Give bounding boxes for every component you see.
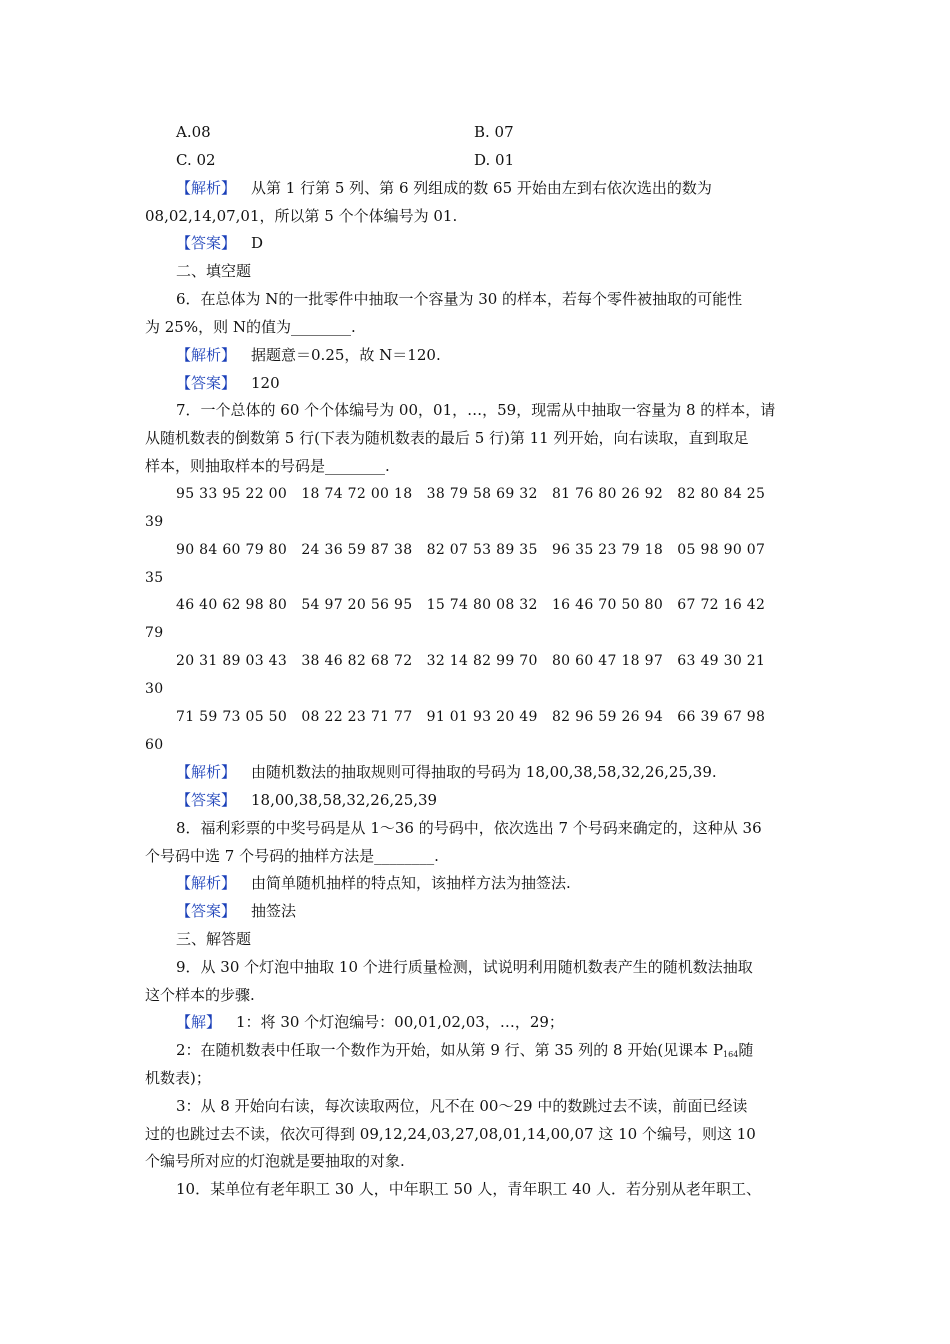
answer-line bbox=[176, 790, 437, 810]
random-table-row-wrap: 60 bbox=[145, 737, 164, 753]
option-b: B. 07 bbox=[474, 123, 514, 141]
answer-tag: 【答案】 bbox=[176, 374, 237, 392]
random-table-row: 20 31 89 03 43 38 46 82 68 72 32 14 82 99 70 80 60 47 18 97 63 49 30 21 bbox=[176, 653, 766, 669]
question-text: 9．从 30 个灯泡中抽取 10 个进行质量检测，试说明利用随机数表产生的随机数法抽取 bbox=[176, 958, 753, 976]
analysis-line bbox=[176, 345, 441, 365]
question-text-cont: 样本，则抽取样本的号码是________. bbox=[145, 457, 390, 475]
random-table-row-wrap: 30 bbox=[145, 681, 164, 697]
analysis-text: 据题意＝0.25，故 N＝120. bbox=[251, 346, 441, 364]
question-text: 7．一个总体的 60 个个体编号为 00，01，…，59，现需从中抽取一容量为 8 的样本，请 bbox=[176, 401, 776, 419]
answer-text: 18,00,38,58,32,26,25,39 bbox=[251, 791, 438, 809]
question-text: 8．福利彩票的中奖号码是从 1～36 的号码中，依次选出 7 个号码来确定的，这种从 36 bbox=[176, 819, 762, 837]
analysis-line bbox=[176, 178, 712, 198]
solution-line bbox=[176, 1012, 564, 1032]
random-table-row-wrap: 35 bbox=[145, 570, 164, 586]
solution-step-cont: 机数表)； bbox=[145, 1069, 211, 1087]
solution-step-cont: 个编号所对应的灯泡就是要抽取的对象. bbox=[145, 1152, 405, 1170]
analysis-tag: 【解析】 bbox=[176, 874, 237, 892]
solution-tag: 【解】 bbox=[176, 1013, 222, 1031]
analysis-tag: 【解析】 bbox=[176, 763, 237, 781]
solution-step: 1：将 30 个灯泡编号：00,01,02,03，…，29； bbox=[236, 1013, 564, 1031]
answer-text: 抽签法 bbox=[251, 902, 297, 920]
answer-text: D bbox=[251, 234, 264, 252]
question-text-cont: 为 25%，则 N的值为________. bbox=[145, 318, 356, 336]
answer-tag: 【答案】 bbox=[176, 791, 237, 809]
analysis-text-cont: 08,02,14,07,01，所以第 5 个个体编号为 01. bbox=[145, 207, 458, 225]
solution-step: 2：在随机数表中任取一个数作为开始，如从第 9 行、第 35 列的 8 开始(见课本 P bbox=[176, 1041, 724, 1059]
page-subscript: 164 bbox=[723, 1050, 739, 1059]
solution-step: 3：从 8 开始向右读，每次读取两位，凡不在 00～29 中的数跳过去不读，前面已经读 bbox=[176, 1097, 748, 1115]
answer-line bbox=[176, 901, 296, 921]
random-table-row: 46 40 62 98 80 54 97 20 56 95 15 74 80 08 32 16 46 70 50 80 67 72 16 42 bbox=[176, 597, 766, 613]
analysis-tag: 【解析】 bbox=[176, 346, 237, 364]
question-text-cont: 从随机数表的倒数第 5 行(下表为随机数表的最后 5 行)第 11 列开始，向右读取，直到取足 bbox=[145, 429, 749, 447]
solution-step-line bbox=[176, 1040, 753, 1065]
random-table-row: 95 33 95 22 00 18 74 72 00 18 38 79 58 69 32 81 76 80 26 92 82 80 84 25 bbox=[176, 486, 766, 502]
analysis-tag: 【解析】 bbox=[176, 179, 237, 197]
answer-line bbox=[176, 233, 263, 253]
question-text-cont: 这个样本的步骤. bbox=[145, 986, 255, 1004]
answer-tag: 【答案】 bbox=[176, 234, 237, 252]
analysis-line bbox=[176, 762, 717, 782]
answer-tag: 【答案】 bbox=[176, 902, 237, 920]
answer-text: 120 bbox=[251, 374, 280, 392]
analysis-line bbox=[176, 873, 571, 893]
question-text: 10．某单位有老年职工 30 人，中年职工 50 人，青年职工 40 人．若分别从老年职工、 bbox=[176, 1180, 761, 1198]
question-text: 6．在总体为 N的一批零件中抽取一个容量为 30 的样本，若每个零件被抽取的可能性 bbox=[176, 290, 743, 308]
solution-step-tail: 随 bbox=[738, 1041, 754, 1059]
section-heading: 二、填空题 bbox=[176, 262, 252, 280]
answer-line bbox=[176, 373, 280, 393]
analysis-text: 从第 1 行第 5 列、第 6 列组成的数 65 开始由左到右依次选出的数为 bbox=[251, 179, 712, 197]
option-c: C. 02 bbox=[176, 151, 216, 169]
random-table-row-wrap: 39 bbox=[145, 514, 164, 530]
section-heading: 三、解答题 bbox=[176, 930, 252, 948]
option-a: A.08 bbox=[176, 123, 211, 141]
random-table-row-wrap: 79 bbox=[145, 625, 164, 641]
solution-step-cont: 过的也跳过去不读，依次可得到 09,12,24,03,27,08,01,14,00,07 这 10 个编号，则这 10 bbox=[145, 1125, 756, 1143]
question-text-cont: 个号码中选 7 个号码的抽样方法是________. bbox=[145, 847, 439, 865]
analysis-text: 由随机数法的抽取规则可得抽取的号码为 18,00,38,58,32,26,25,39. bbox=[251, 763, 717, 781]
random-table-row: 90 84 60 79 80 24 36 59 87 38 82 07 53 89 35 96 35 23 79 18 05 98 90 07 bbox=[176, 542, 766, 558]
option-d: D. 01 bbox=[474, 151, 515, 169]
analysis-text: 由简单随机抽样的特点知，该抽样方法为抽签法. bbox=[251, 874, 571, 892]
random-table-row: 71 59 73 05 50 08 22 23 71 77 91 01 93 20 49 82 96 59 26 94 66 39 67 98 bbox=[176, 709, 766, 725]
